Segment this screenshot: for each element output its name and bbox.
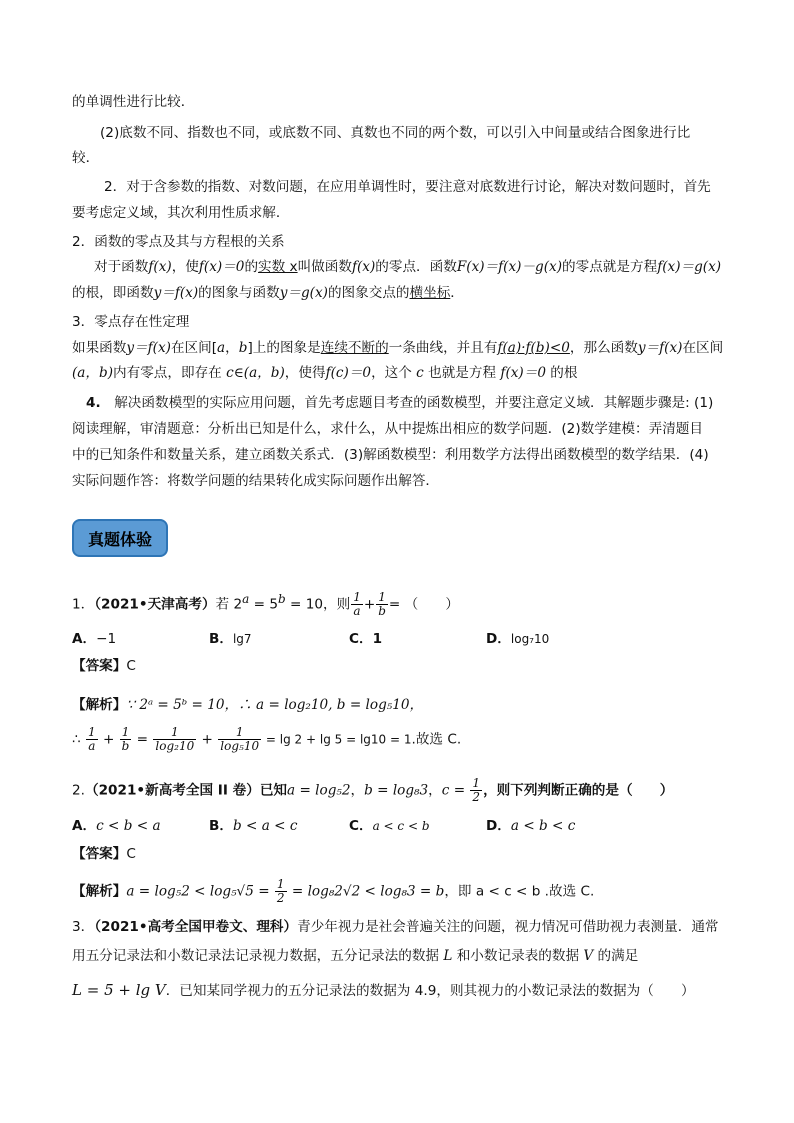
fraction	[470, 777, 482, 804]
text-span: ，	[428, 782, 442, 799]
math-span: a	[217, 340, 226, 356]
question-2-stem	[72, 777, 673, 804]
q2-option-b[interactable]	[209, 814, 297, 834]
text-span: 的根	[545, 365, 578, 381]
text-span: 在区间[	[170, 340, 218, 356]
denominator: 2	[276, 891, 285, 905]
math-span: L = 5 + lg V	[72, 981, 166, 999]
text-span: .故选 C.	[411, 731, 462, 748]
text-span: 如果函数	[72, 340, 127, 356]
text-span: =	[132, 731, 153, 748]
fraction	[120, 726, 132, 753]
numerator: 1	[218, 726, 261, 740]
answer-value: C	[126, 846, 136, 862]
text-span: 在区间	[682, 340, 724, 356]
math-span: c =	[441, 782, 470, 799]
denominator: a	[88, 739, 96, 753]
denominator: a	[353, 604, 361, 619]
math-span: y＝f(x)	[126, 340, 171, 356]
text-span: = 5	[249, 596, 278, 613]
text-span: 3．零点存在性定理	[72, 314, 190, 330]
underlined-span: 横坐标	[409, 285, 451, 301]
option-label: C．	[349, 631, 373, 647]
option-text: 1	[372, 631, 383, 647]
option-text: lg7	[232, 632, 252, 646]
text-span: 青少年视力是社会普遍关注的问题，视力情况可借助视力表测量．通常	[297, 919, 719, 935]
math-span: f(x)＝g(x)	[657, 259, 722, 275]
denominator: b	[378, 604, 386, 619]
text-span: ，则下列判断正确的是（ ）	[483, 782, 674, 799]
numerator: 1	[120, 726, 132, 740]
text-line	[94, 257, 721, 277]
text-span: 一条曲线，并且有	[388, 340, 498, 356]
text-span: 的图象交点的	[327, 285, 410, 301]
option-label: A．	[72, 631, 97, 647]
option-text: log₇10	[510, 632, 550, 646]
numerator: 1	[87, 725, 96, 739]
text-line	[72, 338, 723, 358]
text-line	[72, 203, 290, 223]
text-span: ，这个	[371, 365, 417, 381]
math-span: (a，b)	[72, 365, 114, 381]
math-span: b = log₈3	[364, 782, 429, 799]
option-label: D．	[486, 818, 511, 834]
underlined-span: 实数 x	[258, 259, 298, 275]
math-span: f(x)	[351, 259, 376, 275]
text-line	[72, 471, 439, 491]
underlined-span: 连续不断的	[320, 340, 389, 356]
text-span: 内有零点，即存在	[113, 365, 227, 381]
text-span: ．已知某同学视力的五分记录法的数据为 4.9，则其视力的小数记录法的数据为（ ）	[165, 983, 695, 999]
section-badge-label: 真题体验	[87, 529, 152, 549]
q1-option-a[interactable]	[72, 627, 116, 647]
math-span: a = log₅2 < log₅√5 =	[126, 883, 274, 900]
math-span: c	[416, 365, 424, 381]
option-label: A．	[72, 818, 97, 834]
item-number: 4.	[86, 395, 101, 411]
text-line	[72, 283, 464, 303]
text-span: +	[197, 731, 218, 748]
answer-value: C	[126, 658, 136, 674]
denominator: 2	[472, 790, 481, 804]
q2-option-a[interactable]	[72, 814, 161, 834]
q2-option-c[interactable]	[349, 814, 430, 834]
math-span: a = log₅2	[287, 782, 351, 799]
question-1-stem	[72, 589, 459, 618]
text-span: 解决函数模型的实际应用问题，首先考虑题目考查的函数模型，并要注意定义域．其解题步骤是: (1)	[100, 395, 714, 411]
option-text: a < c < b	[372, 819, 430, 833]
q1-analysis-line-1	[72, 695, 423, 715]
question-3-stem-line-2	[72, 946, 638, 966]
text-span: 的	[244, 259, 259, 275]
text-line	[72, 148, 99, 168]
text-span: ，	[225, 340, 239, 356]
text-span: ，使	[171, 259, 199, 275]
text-line	[100, 123, 690, 143]
question-source: （2021•天津高考）	[94, 596, 216, 613]
answer-label: 【答案】	[72, 658, 127, 674]
q1-option-b[interactable]	[209, 627, 252, 647]
heading-zero-point	[72, 232, 285, 252]
analysis-label: 【解析】	[72, 697, 127, 713]
option-label: B．	[209, 631, 233, 647]
math-span: f(c)＝0	[325, 365, 372, 381]
text-span: = 10，则	[285, 596, 351, 613]
text-span: ，使得	[284, 365, 326, 381]
math-span: b	[238, 340, 248, 356]
q1-analysis-line-2	[72, 726, 461, 753]
text-span: 2．对于含参数的指数、对数问题，在应用单调性时，要注意对底数进行讨论，解决对数问题时，首先	[104, 179, 711, 195]
text-span: 实际问题作答：将数学问题的结果转化成实际问题作出解答．	[72, 473, 440, 489]
text-span: (2)底数不同、指数也不同，或底数不同、真数也不同的两个数，可以引入中间量或结合图象进行比	[100, 125, 691, 141]
denominator: b	[121, 739, 130, 753]
option-label: D．	[486, 631, 511, 647]
text-span: 也就是方程	[423, 365, 501, 381]
question-3-stem-line-1	[72, 917, 719, 937]
text-line	[104, 177, 711, 197]
numerator: 1	[376, 591, 388, 605]
option-text: b < a < c	[232, 818, 298, 834]
text-span: 和小数记录表的数据	[452, 948, 584, 964]
option-text: −1	[96, 631, 117, 647]
text-span: 已知	[259, 782, 288, 799]
text-span: ．	[450, 285, 464, 301]
text-line	[72, 419, 703, 439]
q1-option-c[interactable]	[349, 627, 382, 647]
text-span: 2．函数的零点及其与方程根的关系	[72, 234, 285, 250]
math-span: f(x)	[148, 259, 172, 275]
text-span: ∴	[72, 731, 85, 748]
superscript: a	[242, 592, 250, 606]
heading-existence-theorem	[72, 312, 189, 332]
denominator: log₅10	[220, 739, 260, 753]
numerator: 1	[353, 590, 361, 605]
math-span: V	[583, 948, 594, 964]
answer-label: 【答案】	[72, 846, 127, 862]
text-line	[72, 92, 194, 112]
numerator: 1	[472, 776, 481, 790]
option-text: a < b < c	[510, 818, 576, 834]
fraction	[153, 726, 196, 753]
q1-option-d[interactable]	[486, 627, 549, 647]
fraction	[86, 726, 98, 753]
text-span: ，即 a < c < b .故选 C.	[444, 883, 595, 900]
math-span: y＝f(x)	[637, 340, 683, 356]
option-label: B．	[209, 818, 233, 834]
math-span: F(x)＝f(x)－g(x)	[456, 259, 563, 275]
math-span: c∈(a，b)	[226, 365, 285, 381]
text-line	[72, 445, 709, 465]
math-span: L	[443, 948, 453, 964]
fraction	[218, 726, 261, 753]
text-span: ，那么函数	[569, 340, 638, 356]
text-span: 的单调性进行比较．	[72, 94, 195, 110]
text-span: 叫做函数	[297, 259, 352, 275]
text-span: ]上的图象是	[247, 340, 321, 356]
text-span: 较．	[72, 150, 100, 166]
numerator: 1	[276, 877, 285, 891]
q1-answer	[72, 656, 136, 676]
text-span: 的根，即函数	[72, 285, 154, 301]
math-span: y＝f(x)	[153, 285, 199, 301]
text-span: 中的已知条件和数量关系，建立函数关系式．(3)解函数模型：利用数学方法得出函数模型的数学结果．(4)	[72, 447, 709, 463]
text-span: 若 2	[215, 596, 243, 613]
section-badge	[72, 519, 168, 557]
analysis-label: 【解析】	[72, 883, 127, 900]
math-span: f(x)＝0	[500, 365, 546, 381]
question-number: 1．	[72, 596, 95, 613]
fraction	[351, 591, 363, 618]
text-span: 对于函数	[94, 259, 149, 275]
math-span: = log₈2√2 < log₈3 = b	[287, 883, 445, 900]
text-span: +	[98, 731, 119, 748]
question-source: （2021•高考全国甲卷文、理科）	[94, 919, 298, 935]
question-number: 3．	[72, 919, 95, 935]
math-span: y＝g(x)	[279, 285, 328, 301]
numerator: 1	[153, 726, 196, 740]
underlined-math-span: f(a)·f(b)<0	[497, 340, 570, 356]
text-span: 要考虑定义域，其次利用性质求解．	[72, 205, 290, 221]
text-span: 的满足	[593, 948, 639, 964]
text-span: +	[363, 596, 376, 613]
superscript: b	[277, 592, 286, 606]
text-span: 用五分记录法和小数记录法记录视力数据，五分记录法的数据	[72, 948, 444, 964]
text-span: 的图象与函数	[198, 285, 280, 301]
text-line	[72, 363, 578, 383]
math-span: f(x)＝0	[198, 259, 245, 275]
text-line	[86, 393, 713, 413]
text-span: ，	[350, 782, 365, 799]
text-span: = （ ）	[388, 596, 459, 613]
question-source: （2021•新高考全国 II 卷）	[84, 782, 260, 799]
q2-option-d[interactable]	[486, 814, 575, 834]
q2-analysis	[72, 878, 594, 905]
fraction	[376, 591, 388, 618]
text-span: 阅读理解，审清题意：分析出已知是什么，求什么，从中提炼出相应的数学问题．(2)数学建模：弄清题目	[72, 421, 703, 437]
option-label: C．	[349, 818, 373, 834]
q2-answer	[72, 844, 136, 864]
text-span: 的零点就是方程	[562, 259, 658, 275]
question-3-stem-line-3	[72, 980, 695, 1001]
question-number: 2.	[72, 782, 85, 799]
fraction	[275, 878, 287, 905]
option-text: c < b < a	[96, 818, 161, 834]
denominator: log₂10	[155, 739, 195, 753]
math-span: = lg 2 + lg 5 = lg10 = 1	[262, 732, 412, 747]
math-span: ∵ 2ᵃ = 5ᵇ = 10，∴ a = log₂10, b = log₅10，	[126, 697, 424, 713]
text-span: 的零点．函数	[375, 259, 457, 275]
